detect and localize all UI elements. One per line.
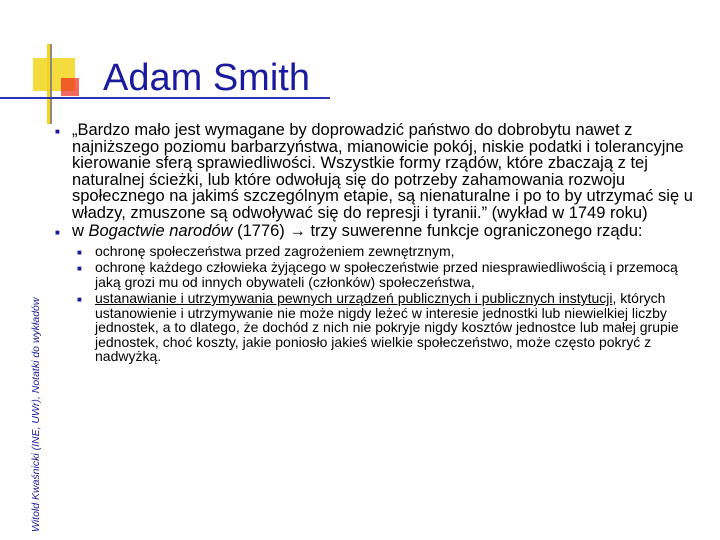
square-bullet-icon: ■ xyxy=(55,228,60,237)
sub-bullet-text: , których ustanowienie i utrzymywanie nie może nigdy leżeć w interesie jednostki lub niewielkiej liczby jednostek, a to dlatego, że dochód z nich nie pokryje nigdy kosztów jednostce lub małej grupie jednostek, choć koszty, jakie poniosło jakieś wielkie społeczeństwo, może często pokryć z nadwyżką. xyxy=(95,290,679,364)
book-title: Bogactwie narodów xyxy=(88,222,233,240)
slide-content xyxy=(55,122,695,366)
side-note: Witold Kwaśnicki (INE, UWr), Notatki do wykładów xyxy=(30,297,42,532)
decorative-vertical-line xyxy=(50,44,52,124)
bullet-quote xyxy=(55,122,695,221)
sub-bullet-text: ochronę każdego człowieka żyjącego w społeczeństwie przed niesprawiedliwością i przemocą jaką grozi mu od innych obywateli (członków) społeczeństwa, xyxy=(95,259,678,290)
bullet-prefix: w xyxy=(72,222,89,240)
decorative-red-square xyxy=(61,78,79,96)
sub-bullet-item xyxy=(71,260,695,289)
sub-bullet-underlined-text: ustanawianie i utrzymywania pewnych urządzeń publicznych i publicznych instytucji xyxy=(95,290,613,306)
sub-bullet-item xyxy=(71,244,695,259)
sub-bullet-item xyxy=(71,291,695,364)
sub-bullet-list xyxy=(55,244,695,364)
square-bullet-icon: ■ xyxy=(77,247,82,257)
square-bullet-icon: ■ xyxy=(77,264,82,273)
square-bullet-icon: ■ xyxy=(77,295,82,304)
bullet-suffix: (1776) → trzy suwerenne funkcje ograniczonego rządu: xyxy=(232,222,643,240)
slide-title: Adam Smith xyxy=(103,57,310,99)
square-bullet-icon: ■ xyxy=(55,127,60,136)
sub-bullet-text: ochronę społeczeństwa przed zagrożeniem zewnętrznym, xyxy=(95,242,455,259)
bullet-functions xyxy=(55,223,695,240)
bullet-text: „Bardzo mało jest wymagane by doprowadzić państwo do dobrobytu nawet z najniższego poziomu barbarzyństwa, mianowicie pokój, niskie podatki i tolerancyjne kierowanie sferą sprawiedliwości. Wszystkie formy rządów, które zbaczają z tej naturalnej ścieżki, lub które odwołują się do potrzeby zahamowania rozwoju społecznego na jakimś szczególnym etapie, są nienaturalne i po to by utrzymać się u władzy, zmuszone są odwoływać się do represji i tyranii.” (wykład w 1749 roku) xyxy=(72,121,693,222)
